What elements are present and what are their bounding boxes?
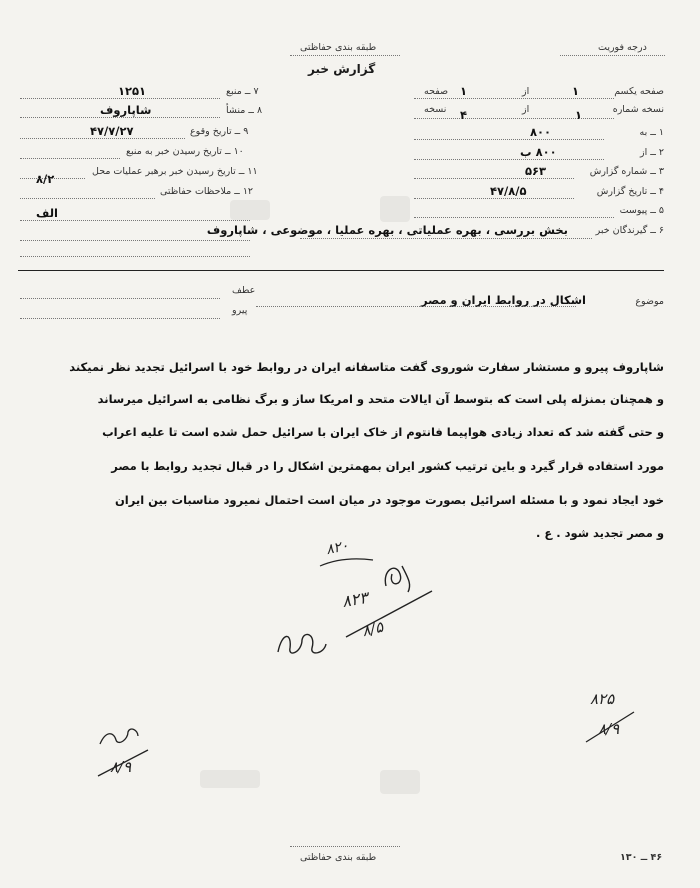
underline-scribble bbox=[318, 552, 378, 572]
annotation-8-9-right: ۸/۹ bbox=[598, 720, 620, 738]
occurrence-date-label: ۹ ــ تاریخ وقوع bbox=[190, 126, 249, 137]
report-title: گزارش خبر bbox=[308, 62, 376, 76]
source-value: ۱۲۵۱ bbox=[118, 84, 147, 98]
signature-initials-icon bbox=[272, 622, 332, 662]
page-total: ۱ bbox=[460, 84, 468, 98]
classification-bottom: طبقه بندی حفاظتی bbox=[300, 852, 377, 863]
origin-label: ۸ ــ منشأ bbox=[226, 105, 263, 116]
page-label: صفحه یکسم bbox=[614, 86, 664, 97]
body-line-2: و همچنان بمنزله پلی است که بتوسط آن ایالات متحد و امریکا ساز و برگ نظامی به اسرائیل میرساند bbox=[97, 392, 664, 406]
source-label: ۷ ــ منبع bbox=[226, 86, 259, 97]
from-value: ۸۰۰ ب bbox=[520, 145, 557, 159]
report-date-label: ۴ ــ تاریخ گزارش bbox=[596, 186, 664, 197]
report-number-label: ۳ ــ شماره گزارش bbox=[589, 166, 664, 177]
to-label: ۱ ــ به bbox=[639, 127, 664, 138]
page-az: از bbox=[522, 86, 530, 97]
news-to-source-label: ۱۰ ــ تاریخ رسیدن خبر به منبع bbox=[126, 146, 244, 157]
copy-current: ۱ bbox=[575, 108, 583, 122]
body-line-4: مورد استفاده قرار گیرد و باین ترتیب کشور ایران بمهمترین اشکال را در قبال تجدید روابط با مصر bbox=[111, 459, 664, 473]
from-label: ۲ ــ از bbox=[640, 147, 664, 158]
to-value: ۸۰۰ bbox=[530, 125, 552, 139]
page-current: ۱ bbox=[572, 84, 580, 98]
body-line-5: خود ایجاد نمود و با مسئله اسرائیل بصورت موجود در میان است احتمال نمیرود مناسبات بین ایران bbox=[114, 493, 664, 507]
news-to-leader-value: ۸/۲ bbox=[36, 172, 55, 186]
copy-label: نسخه شماره bbox=[612, 104, 664, 115]
copy-word: نسخه bbox=[424, 104, 447, 115]
follow-label: پیرو bbox=[232, 305, 248, 316]
attachment-label: ۵ ــ پیوست bbox=[619, 205, 664, 216]
form-code: ۴۶ ــ ۱۳۰ bbox=[620, 852, 663, 863]
security-notes-label: ۱۲ ــ ملاحظات حفاظتی bbox=[160, 186, 254, 197]
body-line-1: شاپاروف پیرو و مستشار سفارت شوروی گفت متاسفانه ایران در روابط خود با اسرائیل تجدید نظر نمیکند bbox=[69, 360, 664, 374]
signature-stroke-icon bbox=[340, 585, 440, 645]
origin-value: شاپاروف bbox=[100, 103, 152, 117]
copy-az: از bbox=[522, 104, 530, 115]
recipients-label: ۶ ــ گیرندگان خبر bbox=[595, 225, 664, 236]
annotation-820: ۸۲۰ bbox=[324, 537, 350, 559]
annotation-823: ۸۲۳ bbox=[340, 587, 370, 612]
subject-label: موضوع bbox=[635, 296, 664, 307]
security-notes-value: الف bbox=[36, 206, 58, 220]
priority-label: درجه فوریت bbox=[598, 42, 647, 53]
annotation-825: ۸۲۵ bbox=[590, 690, 615, 708]
body-line-3: و حتی گفته شد که تعداد زیادی هواپیما فانتوم از خاک ایران با سرائیل حمل شده است تا علیه اعراب bbox=[102, 425, 664, 439]
report-date-value: ۴۷/۸/۵ bbox=[490, 184, 527, 198]
ref-label: عطف bbox=[232, 285, 256, 296]
copy-total: ۴ bbox=[460, 108, 468, 122]
annotation-8-9-left: ۸/۹ bbox=[110, 758, 132, 776]
occurrence-date-value: ۴۷/۷/۲۷ bbox=[90, 124, 134, 138]
report-number-value: ۵۶۳ bbox=[525, 164, 547, 178]
page-word: صفحه bbox=[424, 86, 449, 97]
body-line-6: و مصر تجدید شود . ع . bbox=[536, 526, 664, 540]
classification-top: طبقه بندی حفاظتی bbox=[300, 42, 377, 53]
news-to-leader-label: ۱۱ ــ تاریخ رسیدن خبر برهبر عملیات محل bbox=[92, 166, 258, 177]
subject-value: اشکال در روابط ایران و مصر bbox=[420, 293, 586, 307]
annotation-8-5: ۸/۵ bbox=[360, 617, 386, 641]
recipients-value: بخش بررسی ، بهره عملیاتی ، بهره عملیا ، موضوعی ، شاپاروف bbox=[206, 223, 568, 237]
